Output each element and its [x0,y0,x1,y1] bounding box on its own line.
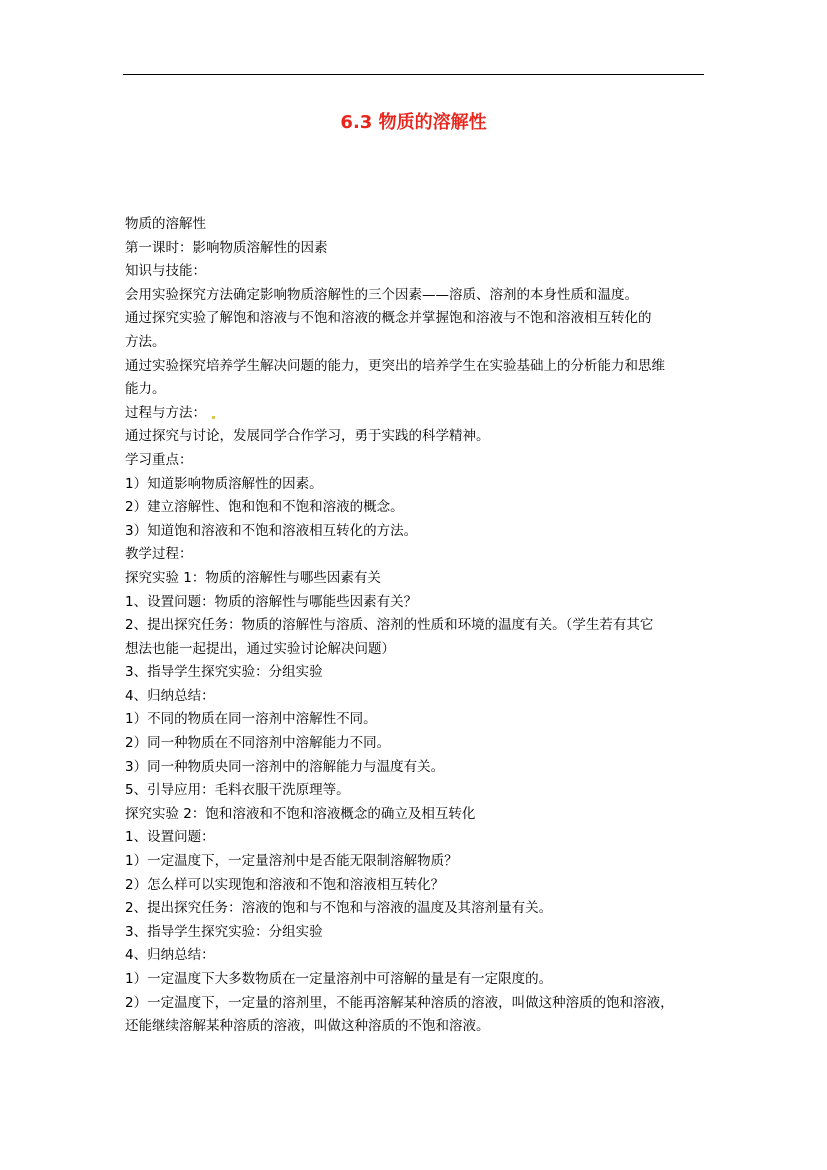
text-line: 学习重点： [125,451,193,468]
text-line: 1）不同的物质在同一溶剂中溶解性不同。 [125,711,377,728]
text-line: 3）同一种物质央同一溶剂中的溶解能力与温度有关。 [125,758,445,775]
text-line: 2、提出探究任务：物质的溶解性与溶质、溶剂的性质和环境的温度有关。（学生若有其它 [125,617,654,634]
text-line: 物质的溶解性 [125,216,206,232]
text-line: 还能继续溶解某种溶质的溶液，叫做这种溶质的不饱和溶液。 [125,1018,490,1035]
text-line: 2）一定温度下，一定量的溶剂里，不能再溶解某种溶质的溶液，叫做这种溶质的饱和溶液， [125,994,674,1011]
text-line: 1）一定温度下，一定量溶剂中是否能无限制溶解物质？ [125,853,458,870]
text-line: 3、指导学生探究实验：分组实验 [125,664,323,681]
text-line: 过程与方法： [125,404,206,421]
text-line: 探究实验 1：物质的溶解性与哪些因素有关 [125,569,381,586]
text-line: 1、设置问题：物质的溶解性与哪能些因素有关？ [125,593,418,610]
text-line: 1）知道影响物质溶解性的因素。 [125,475,323,492]
header-rule [123,74,704,75]
text-line: 探究实验 2：饱和溶液和不饱和溶液概念的确立及相互转化 [125,805,476,822]
text-line: 1、设置问题： [125,829,215,846]
text-line: 3、指导学生探究实验：分组实验 [125,923,323,940]
text-line-with-mark [125,402,707,426]
text-line: 通过探究实验了解饱和溶液与不饱和溶液的概念并掌握饱和溶液与不饱和溶液相互转化的 [125,310,652,327]
text-line: 第一课时：影响物质溶解性的因素 [125,239,328,256]
text-line: 3）知道饱和溶液和不饱和溶液相互转化的方法。 [125,522,418,539]
text-line: 2、提出探究任务：溶液的饱和与不饱和与溶液的温度及其溶剂量有关。 [125,900,553,917]
text-line: 通过实验探究培养学生解决问题的能力，更突出的培养学生在实验基础上的分析能力和思维 [125,357,665,374]
text-line: 会用实验探究方法确定影响物质溶解性的三个因素——溶质、溶剂的本身性质和温度。 [125,286,638,303]
document-body [125,213,707,1039]
text-line: 2）建立溶解性、饱和饱和不饱和溶液的概念。 [125,499,404,516]
text-line: 通过探究与讨论，发展同学合作学习，勇于实践的科学精神。 [125,428,490,445]
text-line: 2）怎么样可以实现饱和溶液和不饱和溶液相互转化？ [125,876,445,893]
text-line: 方法。 [125,333,166,350]
text-line: 想法也能一起提出，通过实验讨论解决问题） [125,640,395,657]
text-line: 4、归纳总结： [125,947,215,964]
scan-mark [212,416,215,419]
document-title: 6.3 物质的溶解性 [340,112,487,133]
text-line: 5、引导应用：毛料衣服干洗原理等。 [125,782,350,799]
text-line: 2）同一种物质在不同溶剂中溶解能力不同。 [125,735,391,752]
text-line: 能力。 [125,381,166,398]
text-line: 1）一定温度下大多数物质在一定量溶剂中可溶解的量是有一定限度的。 [125,971,553,987]
text-line: 教学过程： [125,546,193,563]
text-line: 4、归纳总结： [125,687,215,704]
text-line: 知识与技能： [125,263,206,280]
